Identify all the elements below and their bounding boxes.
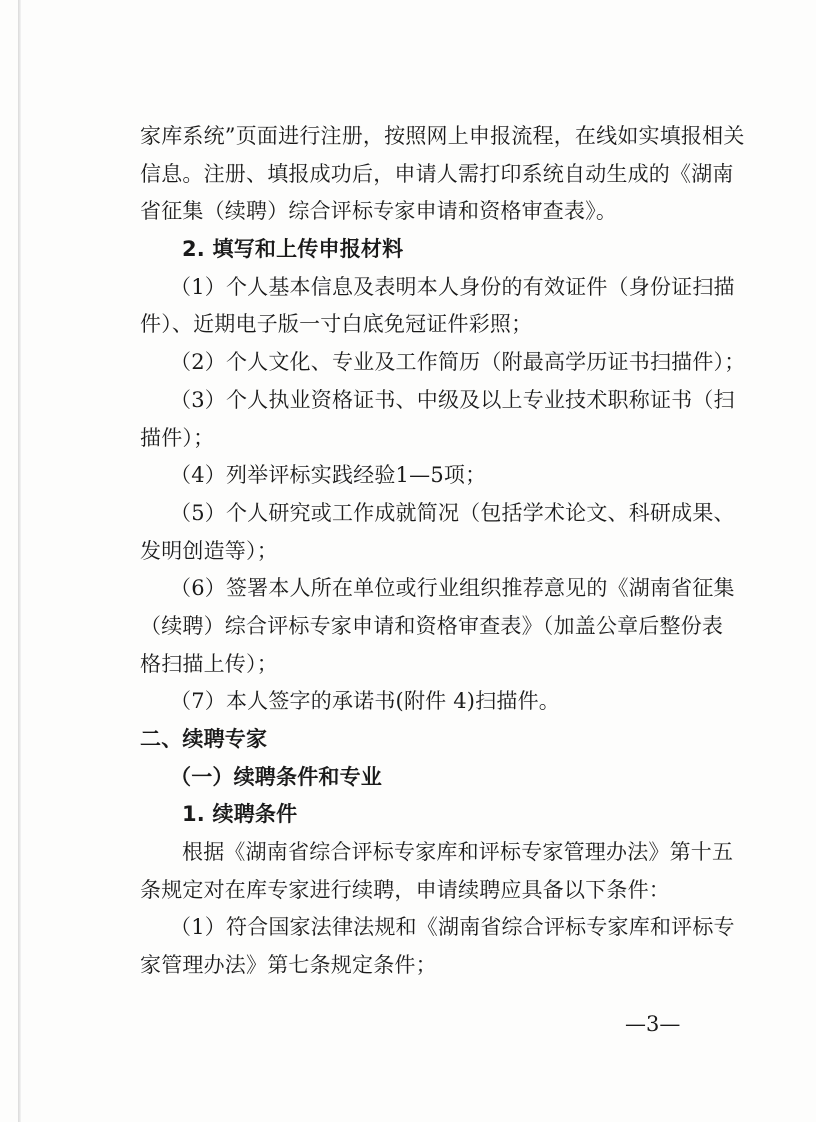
paragraph-line: 描件）； <box>140 425 215 450</box>
list-item: （1）个人基本信息及表明本人身份的有效证件（身份证扫描 <box>170 274 735 299</box>
paragraph-line: 根据《湖南省综合评标专家库和评标专家管理办法》第十五 <box>182 840 734 865</box>
paragraph-line: 家库系统”页面进行注册，按照网上申报流程，在线如实填报相关 <box>140 124 745 148</box>
paragraph-line: 信息。注册、填报成功后，申请人需打印系统自动生成的《湖南 <box>140 161 734 186</box>
chapter-heading: 二、续聘专家 <box>140 727 268 751</box>
list-item: （5）个人研究或工作成就简况（包括学术论文、科研成果、 <box>170 500 735 525</box>
section-heading: 2. 填写和上传申报材料 <box>182 237 404 262</box>
list-item: （7）本人签字的承诺书(附件 4)扫描件。 <box>170 689 560 714</box>
list-item: （1）符合国家法律法规和《湖南省综合评标专家库和评标专 <box>170 915 735 940</box>
list-item: （3）个人执业资格证书、中级及以上专业技术职称证书（扫 <box>170 387 735 412</box>
page-number: —3— <box>625 1012 681 1036</box>
list-item: （2）个人文化、专业及工作简历（附最高学历证书扫描件）； <box>170 350 746 375</box>
paragraph-line: 省征集（续聘）综合评标专家申请和资格审查表》。 <box>140 199 618 224</box>
list-item: （4）列举评标实践经验1—5项； <box>170 463 487 488</box>
paragraph-line: 件）、近期电子版一寸白底免冠证件彩照； <box>140 312 533 337</box>
paragraph-line: 条规定对在库专家进行续聘，申请续聘应具备以下条件： <box>140 877 670 902</box>
paragraph-line: 格扫描上传）； <box>140 651 278 676</box>
paragraph-line: 家管理办法》第七条规定条件； <box>140 953 437 978</box>
paragraph-line: 发明创造等）； <box>140 538 278 563</box>
section-heading: 1. 续聘条件 <box>182 802 298 827</box>
document-body <box>140 118 746 985</box>
subsection-heading: （一）续聘条件和专业 <box>170 764 382 789</box>
page-edge <box>18 0 21 1122</box>
list-item: （6）签署本人所在单位或行业组织推荐意见的《湖南省征集 <box>170 576 735 601</box>
paragraph-line: （续聘）综合评标专家申请和资格审查表》（加盖公章后整份表 <box>140 613 724 638</box>
